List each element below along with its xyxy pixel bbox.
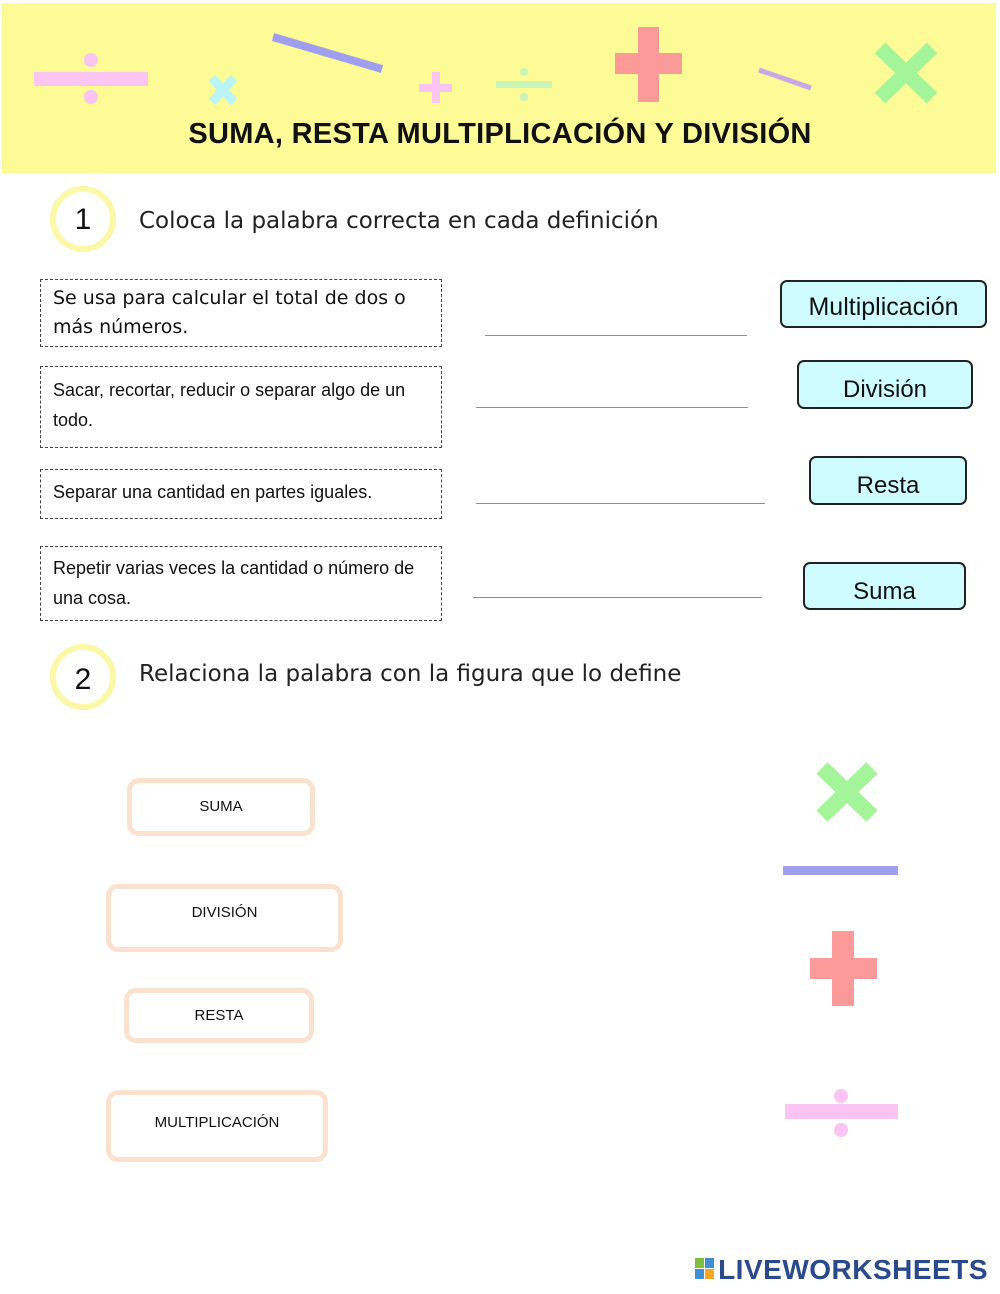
minus-sign-icon (759, 70, 811, 88)
division-sign-icon (34, 53, 148, 104)
plus-sign-icon (419, 72, 452, 103)
multiplication-sign-icon[interactable] (822, 768, 872, 816)
division-sign-icon[interactable] (785, 1089, 898, 1137)
word-button-suma[interactable]: Suma (803, 562, 966, 610)
match-word-suma[interactable]: SUMA (127, 778, 315, 836)
plus-sign-icon (615, 27, 682, 102)
liveworksheets-logo-icon (695, 1258, 715, 1280)
answer-line[interactable] (476, 407, 748, 408)
section-1-instruction: Coloca la palabra correcta en cada definición (139, 208, 659, 234)
multiplication-sign-icon (880, 48, 932, 98)
definition-box: Se usa para calcular el total de dos o más números. (40, 279, 442, 347)
definition-box: Repetir varias veces la cantidad o número de una cosa. (40, 546, 442, 621)
match-word-multiplicacion[interactable]: MULTIPLICACIÓN (106, 1090, 328, 1162)
answer-line[interactable] (476, 503, 765, 504)
definition-box: Sacar, recortar, reducir o separar algo de un todo. (40, 366, 442, 448)
figure-column (770, 750, 910, 1150)
section-2-number: 2 (50, 644, 116, 710)
answer-line[interactable] (473, 597, 762, 598)
minus-sign-icon[interactable] (783, 866, 898, 875)
answer-line[interactable] (485, 335, 747, 336)
minus-sign-icon (273, 37, 382, 69)
word-button-multiplicacion[interactable]: Multiplicación (780, 280, 987, 328)
page-title: SUMA, RESTA MULTIPLICACIÓN Y DIVISIÓN (188, 118, 812, 150)
multiplication-sign-icon (212, 78, 234, 102)
plus-sign-icon[interactable] (810, 931, 877, 1006)
definition-box: Separar una cantidad en partes iguales. (40, 469, 442, 519)
section-1-number: 1 (50, 186, 116, 252)
word-button-division[interactable]: División (797, 360, 973, 409)
match-word-resta[interactable]: RESTA (124, 988, 314, 1043)
match-word-division[interactable]: DIVISIÓN (106, 884, 343, 952)
word-button-resta[interactable]: Resta (809, 456, 967, 505)
liveworksheets-brand[interactable]: LIVEWORKSHEETS (718, 1254, 988, 1285)
section-2-instruction: Relaciona la palabra con la figura que lo define (139, 661, 682, 687)
division-sign-icon (496, 68, 552, 101)
